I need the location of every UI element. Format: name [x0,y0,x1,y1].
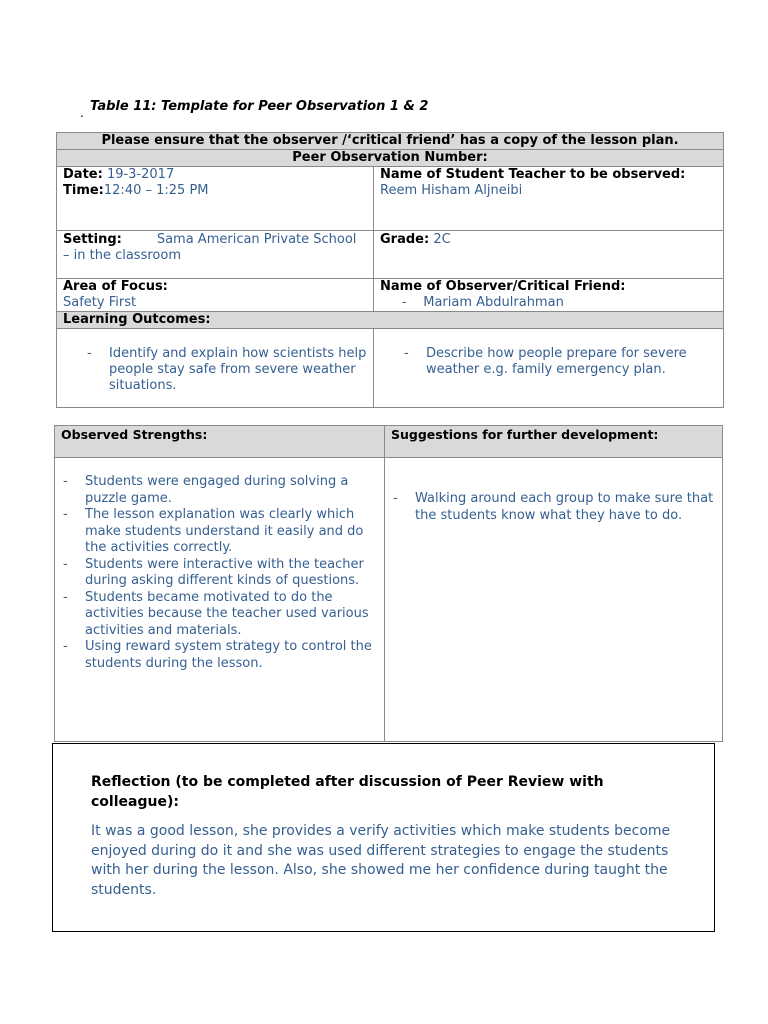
observer-value: Mariam Abdulrahman [423,295,564,310]
table-caption: Table 11: Template for Peer Observation 1 & 2 [90,99,429,114]
grade-value: 2C [433,232,451,247]
reflection-text: It was a good lesson, she provides a verify activities which make students become enjoyed during do it and she was used different strategies to engage the students with her during the lesson. Also, she showed me her confidence during taught the students. [91,823,671,898]
grade-label: Grade: [380,232,430,247]
date-time-cell [57,167,374,231]
observer-label: Name of Observer/Critical Friend: [380,279,626,294]
student-teacher-cell [374,167,724,231]
focus-label: Area of Focus: [63,279,168,294]
focus-value: Safety First [63,295,137,310]
observed-strengths-label: Observed Strengths: [55,426,385,458]
list-item: - Identify and explain how scientists help people stay safe from severe weather situations. [85,346,367,394]
grade-cell [374,231,724,279]
list-item: - Describe how people prepare for severe weather e.g. family emergency plan. [402,346,717,378]
student-teacher-value: Reem Hisham Aljneibi [380,183,523,198]
peer-observation-number-label: Peer Observation Number: [57,150,724,167]
outcomes-left-list [85,346,367,394]
list-item: - Students were interactive with the teacher during asking different kinds of questions. [61,557,378,590]
strengths-suggestions-table [54,425,723,742]
learning-outcomes-right [374,329,724,408]
setting-value-line2: – in the classroom [63,248,181,263]
list-item: - Students were engaged during solving a puzzle game. [61,474,378,507]
lesson-plan-notice: Please ensure that the observer /‘critical friend’ has a copy of the lesson plan. [57,133,724,150]
focus-cell [57,279,374,312]
reflection-box [52,743,715,932]
learning-outcomes-label: Learning Outcomes: [57,312,724,329]
setting-label: Setting: [63,232,122,247]
observation-info-table [56,132,724,408]
suggestions-cell [385,458,723,742]
learning-outcomes-left [57,329,374,408]
setting-value-line1: Sama American Private School [156,232,357,247]
strengths-cell [55,458,385,742]
date-label: Date: [63,167,103,182]
date-value: 19-3-2017 [106,167,175,182]
list-item: - Walking around each group to make sure that the students know what they have to do. [391,491,716,524]
list-item: - Students became motivated to do the activities because the teacher used various activities and materials. [61,590,378,640]
suggestions-label: Suggestions for further development: [385,426,723,458]
setting-cell [57,231,374,279]
observer-cell [374,279,724,312]
observer-value-row: - Mariam Abdulrahman [402,295,564,310]
stray-dot: . [80,106,84,120]
time-value: 12:40 – 1:25 PM [103,183,209,198]
time-label: Time: [63,183,104,198]
student-teacher-label: Name of Student Teacher to be observed: [380,167,686,182]
suggestions-list [391,491,716,524]
strengths-list [61,474,378,672]
list-item: - The lesson explanation was clearly which make students understand it easily and do the activities correctly. [61,507,378,557]
outcomes-right-list [402,346,717,378]
list-item: - Using reward system strategy to control the students during the lesson. [61,639,378,672]
reflection-title: Reflection (to be completed after discussion of Peer Review with colleague): [91,774,604,810]
